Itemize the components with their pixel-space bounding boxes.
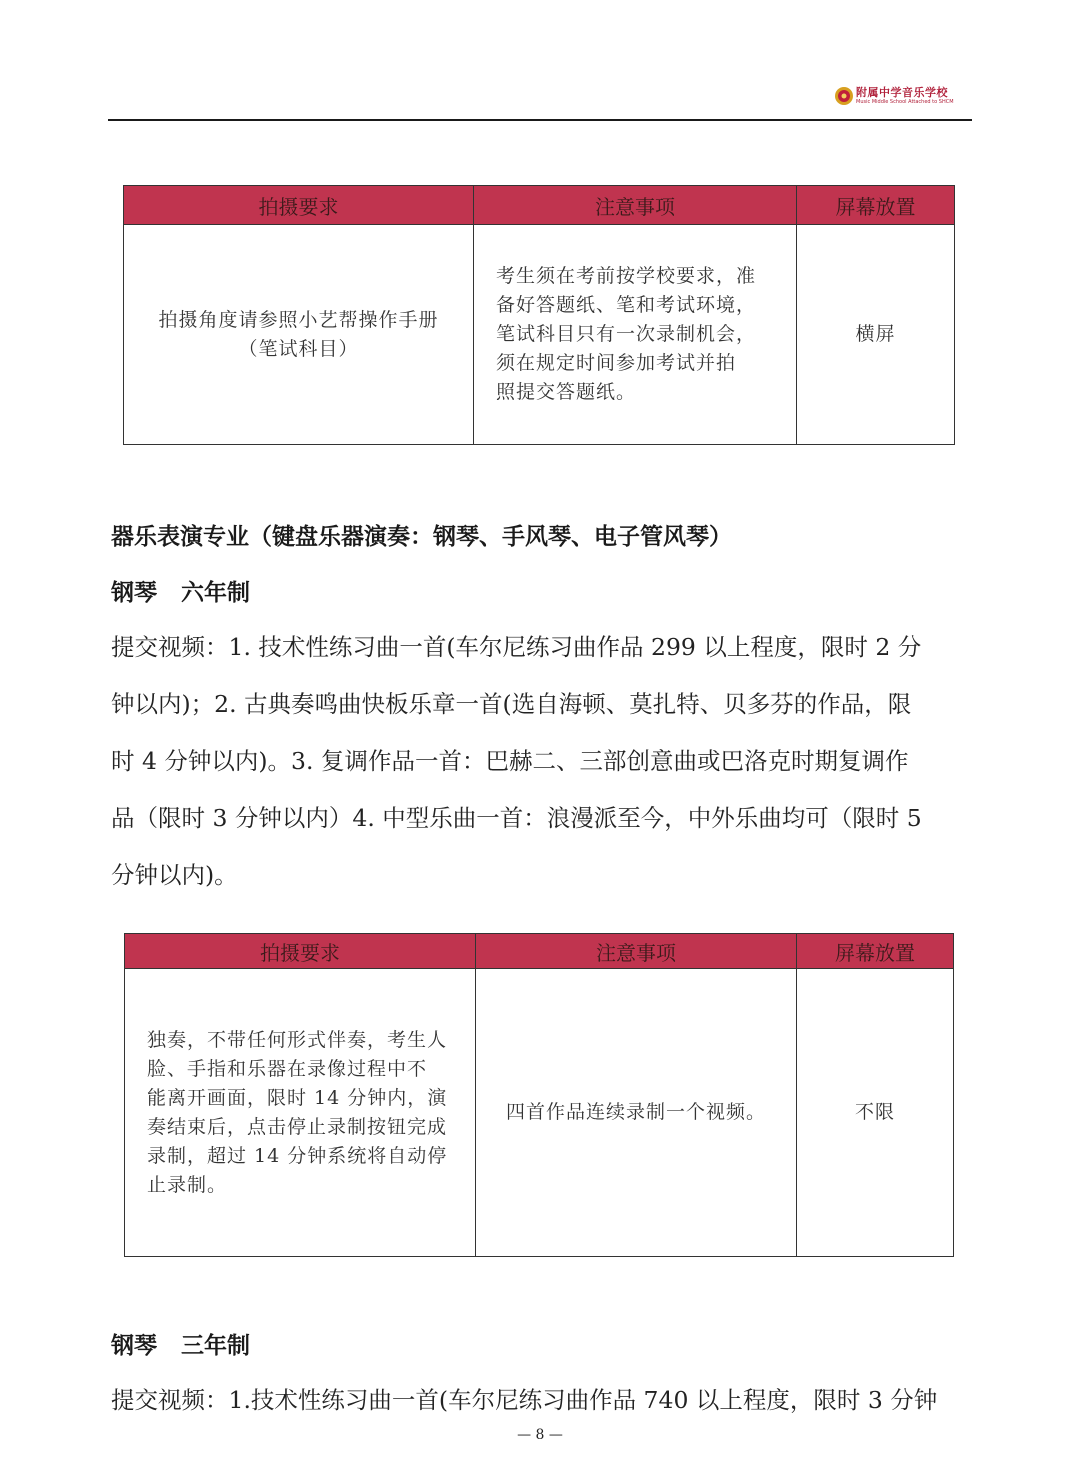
paragraph-line: 提交视频：1.技术性练习曲一首(车尔尼练习曲作品 740 以上程度，限时 3 分钟 (111, 1386, 938, 1414)
requirement-line: 奏结束后，点击停止录制按钮完成 (147, 1115, 448, 1138)
school-logo (834, 84, 954, 110)
header-divider (108, 119, 972, 121)
logo-chinese-text: 附属中学音乐学校 (856, 86, 948, 99)
table-row (124, 225, 955, 445)
note-line: 照提交答题纸。 (496, 381, 637, 403)
subsection-title-piano-3yr (111, 1327, 250, 1360)
paragraph-line: 品（限时 3 分钟以内）4. 中型乐曲一首：浪漫派至今，中外乐曲均可（限时 5 (111, 804, 922, 832)
cell-notes (474, 225, 797, 445)
section-title: 器乐表演专业（键盘乐器演奏：钢琴、手风琴、电子管风琴） (111, 524, 732, 550)
subsection-duration: 六年制 (181, 580, 250, 606)
note-line: 备好答题纸、笔和考试环境， (496, 294, 757, 316)
requirement-line: （笔试科目） (238, 337, 359, 360)
subsection-title-piano-6yr (111, 574, 250, 607)
cell-shooting-requirements (125, 969, 476, 1257)
table-row (125, 969, 954, 1257)
table-header-row (125, 934, 954, 969)
cell-notes: 四首作品连续录制一个视频。 (476, 969, 797, 1257)
paragraph-line: 分钟以内)。 (111, 861, 238, 889)
requirements-table-written (123, 185, 955, 445)
subsection-duration: 三年制 (181, 1333, 250, 1359)
paragraph-line: 提交视频：1. 技术性练习曲一首(车尔尼练习曲作品 299 以上程度，限时 2 分 (111, 633, 922, 661)
header-screen-orientation: 屏幕放置 (797, 934, 954, 969)
paragraph-line: 钟以内)；2. 古典奏鸣曲快板乐章一首(选自海顿、莫扎特、贝多芬的作品，限 (111, 690, 912, 718)
note-line: 考生须在考前按学校要求，准 (496, 265, 757, 287)
requirement-line: 脸、手指和乐器在录像过程中不 (147, 1057, 428, 1080)
cell-shooting-requirements (124, 225, 474, 445)
requirement-line: 拍摄角度请参照小艺帮操作手册 (158, 308, 439, 331)
header-screen-orientation: 屏幕放置 (797, 186, 955, 225)
requirement-line: 独奏，不带任何形式伴奏，考生人 (147, 1028, 448, 1051)
cell-screen-orientation: 横屏 (797, 225, 955, 445)
logo-english-text: Music Middle School Attached to SHCM (856, 99, 954, 105)
page-number: — 8 — (517, 1427, 563, 1443)
header-shooting-requirements: 拍摄要求 (124, 186, 474, 225)
paragraph-line: 时 4 分钟以内)。3. 复调作品一首：巴赫二、三部创意曲或巴洛克时期复调作 (111, 747, 909, 775)
table-header-row (124, 186, 955, 225)
subsection-name: 钢琴 (111, 1333, 157, 1359)
note-line: 笔试科目只有一次录制机会， (496, 323, 757, 345)
cell-screen-orientation: 不限 (797, 969, 954, 1257)
requirement-line: 录制，超过 14 分钟系统将自动停 (147, 1144, 448, 1167)
school-emblem-icon (834, 86, 854, 106)
piano-3yr-paragraph (111, 1372, 937, 1429)
requirement-line: 止录制。 (147, 1173, 228, 1196)
header-notes: 注意事项 (476, 934, 797, 969)
note-line: 须在规定时间参加考试并拍 (496, 352, 737, 374)
piano-6yr-paragraph (111, 619, 922, 904)
requirement-line: 能离开画面，限时 14 分钟内，演 (147, 1086, 448, 1109)
header-notes: 注意事项 (474, 186, 797, 225)
subsection-name: 钢琴 (111, 580, 157, 606)
requirements-table-piano (124, 933, 954, 1257)
header-shooting-requirements: 拍摄要求 (125, 934, 476, 969)
